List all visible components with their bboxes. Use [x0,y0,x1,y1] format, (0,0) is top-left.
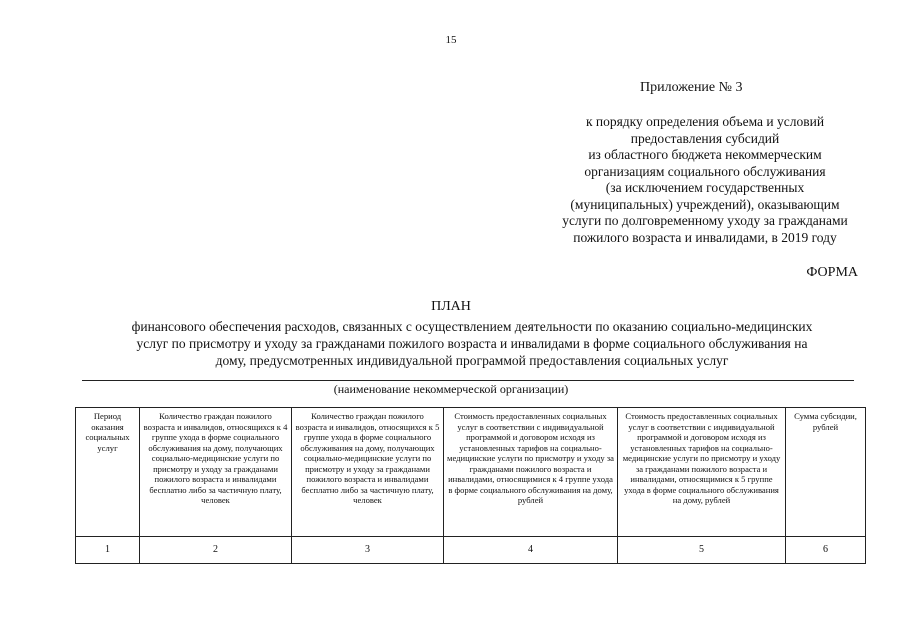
column-number: 5 [618,537,786,564]
column-number: 6 [786,537,866,564]
plan-description-line: дому, предусмотренных индивидуальной программой предоставления социальных услуг [215,353,729,368]
column-number: 2 [140,537,292,564]
appendix-subtitle-line: (муниципальных) учреждений), оказывающим [570,196,840,212]
column-number: 1 [76,537,140,564]
header-count-group-4: Количество граждан пожилого возраста и инвалидов, относящихся к 4 группе ухода в форме социального обслуживания на дому, получающих социально-медицинские услуги по присмотру и уходу за гражданами пожилого возраста и инвалидами бесплатно либо за частичную плату, человек [140,408,292,537]
appendix-subtitle [530,114,880,246]
appendix-subtitle-line: пожилого возраста и инвалидами, в 2019 году [573,229,837,245]
table-header-row [76,408,866,537]
header-period: Период оказания социальных услуг [76,408,140,537]
appendix-title: Приложение № 3 [640,80,743,95]
form-label: ФОРМА [806,265,858,280]
plan-description-line: финансового обеспечения расходов, связанных с осуществлением деятельности по оказанию социально-медицинских [131,319,813,334]
page-number: 15 [445,34,457,46]
appendix-subtitle-line: услуги по долговременному уходу за гражданами [562,213,848,228]
header-cost-group-4: Стоимость предоставленных социальных услуг в соответствии с индивидуальной программой и договором исходя из установленных тарифов на социально-медицинские услуги по присмотру и уходу за гражданами пожилого возраста и инвалидами, относящимися к 4 группе ухода в форме социального обслуживания на дому, рублей [444,408,618,537]
column-number: 3 [292,537,444,564]
header-cost-group-5: Стоимость предоставленных социальных услуг в соответствии с индивидуальной программой и договором исходя из установленных тарифов на социально-медицинские услуги по присмотру и уходу за гражданами пожилого возраста и инвалидами, относящимися к 5 группе ухода в форме социального обслуживания на дому, рублей [618,408,786,537]
appendix-subtitle-line: из областного бюджета некоммерческим [588,147,822,162]
appendix-subtitle-line: предоставления субсидий [630,130,780,146]
column-number: 4 [444,537,618,564]
plan-description [82,318,862,369]
plan-table [75,407,866,564]
header-subsidy-sum: Сумма субсидии, рублей [786,408,866,537]
header-count-group-5: Количество граждан пожилого возраста и инвалидов, относящихся к 5 группе ухода в форме социального обслуживания на дому, получающих социально-медицинские услуги по присмотру и уходу за гражданами пожилого возраста и инвалидами бесплатно либо за частичную плату, человек [292,408,444,537]
appendix-subtitle-line: к порядку определения объема и условий [585,114,825,129]
appendix-subtitle-line: организациям социального обслуживания [584,163,826,179]
plan-description-line: услуг по присмотру и уходу за гражданами пожилого возраста и инвалидами в форме социального обслуживания на [136,336,808,351]
table-row-column-numbers [76,537,866,564]
plan-title: ПЛАН [431,299,471,314]
organization-caption: (наименование некоммерческой организации) [333,382,569,396]
organization-name-line [82,380,854,381]
appendix-subtitle-line: (за исключением государственных [605,180,805,195]
